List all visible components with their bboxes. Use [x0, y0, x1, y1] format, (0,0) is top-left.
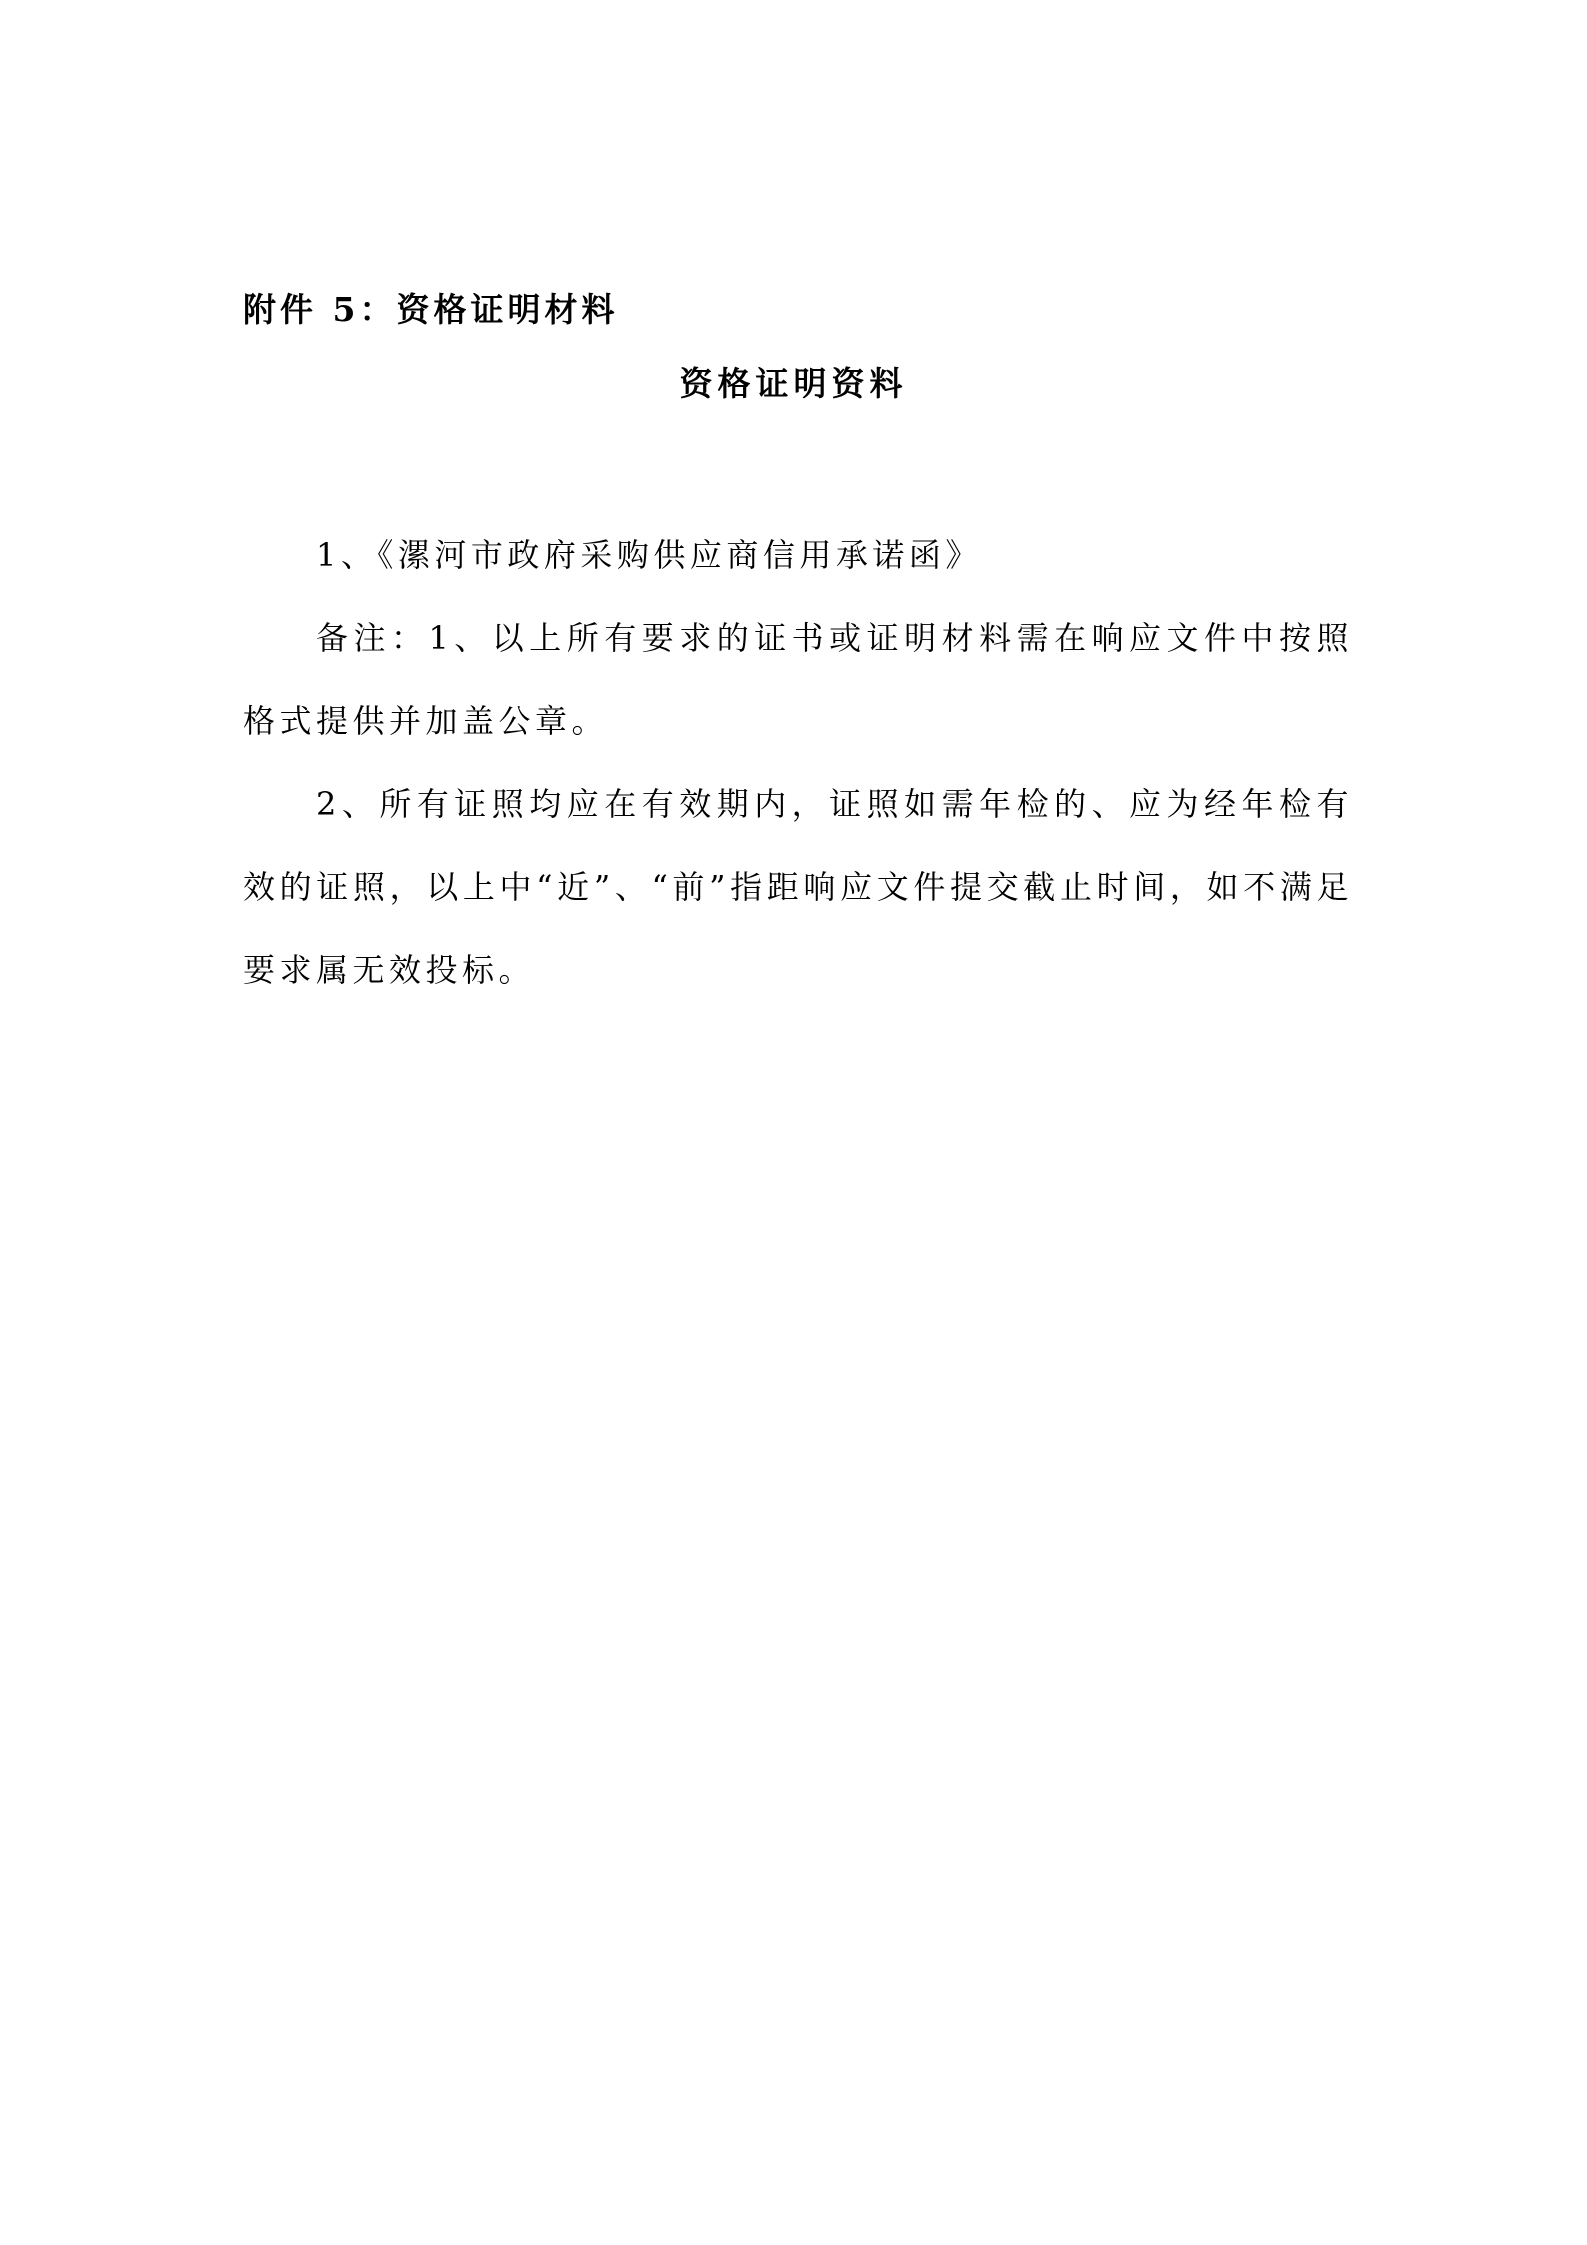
item-1-paragraph: 1、《漯河市政府采购供应商信用承诺函》 [316, 536, 982, 574]
note-1-paragraph: 备注：1、以上所有要求的证书或证明材料需在响应文件中按照格式提供并加盖公章。 [243, 619, 1353, 740]
document-title: 资格证明资料 [679, 364, 908, 403]
attachment-heading: 附件 5：资格证明材料 [243, 290, 619, 329]
note-2-paragraph: 2、所有证照均应在有效期内，证照如需年检的、应为经年检有效的证照，以上中“近”、“前”指距响应文件提交截止时间，如不满足要求属无效投标。 [243, 785, 1353, 989]
